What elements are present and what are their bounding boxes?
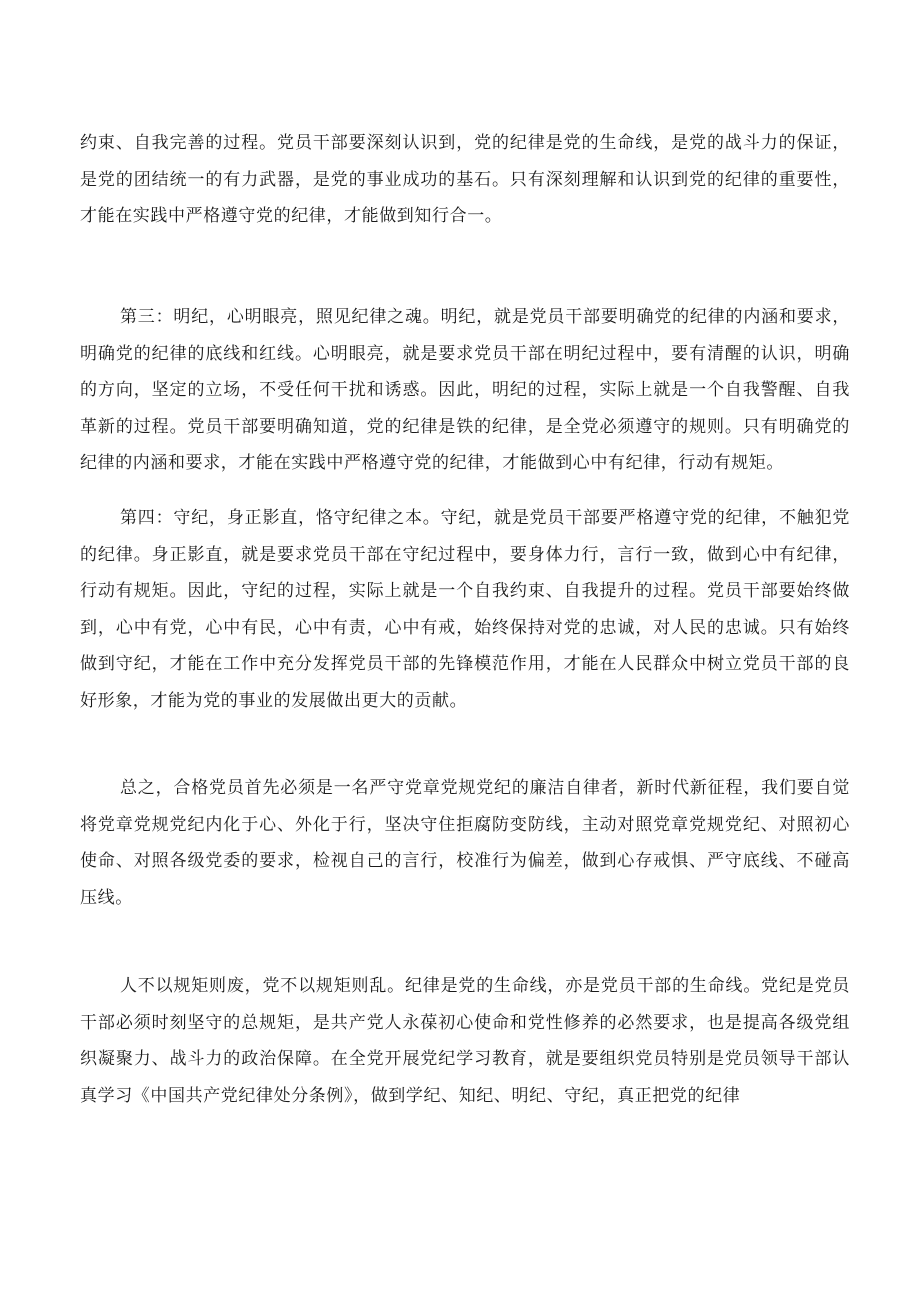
paragraph-third-point: 第三：明纪，心明眼亮，照见纪律之魂。明纪，就是党员干部要明确党的纪律的内涵和要求，明确党的纪律的底线和红线。心明眼亮，就是要求党员干部在明纪过程中，要有清醒的认识，明确的方向，坚定的立场，不受任何干扰和诱惑。因此，明纪的过程，实际上就是一个自我警醒、自我革新的过程。党员干部要明确知道，党的纪律是铁的纪律，是全党必须遵守的规则。只有明确党的纪律的内涵和要求，才能在实践中严格遵守党的纪律，才能做到心中有纪律，行动有规矩。 [80, 307, 850, 473]
paragraph-closing: 人不以规矩则废，党不以规矩则乱。纪律是党的生命线，亦是党员干部的生命线。党纪是党员干部必须时刻坚守的总规矩，是共产党人永葆初心使命和党性修养的必然要求，也是提高各级党组织凝聚力、战斗力的政治保障。在全党开展党纪学习教育，就是要组织党员特别是党员领导干部认真学习《中国共产党纪律处分条例》，做到学纪、知纪、明纪、守纪，真正把党的纪律 [80, 976, 850, 1106]
paragraph-summary: 总之，合格党员首先必须是一名严守党章党规党纪的廉洁自律者，新时代新征程，我们要自觉将党章党规党纪内化于心、外化于行，坚决守住拒腐防变防线，主动对照党章党规党纪、对照初心使命、对照各级党委的要求，检视自己的言行，校准行为偏差，做到心存戒惧、严守底线、不碰高压线。 [80, 778, 850, 908]
paragraph-continuation: 约束、自我完善的过程。党员干部要深刻认识到，党的纪律是党的生命线，是党的战斗力的保证，是党的团结统一的有力武器，是党的事业成功的基石。只有深刻理解和认识到党的纪律的重要性，才能在实践中严格遵守党的纪律，才能做到知行合一。 [80, 133, 850, 226]
paragraph-fourth-point: 第四：守纪，身正影直，恪守纪律之本。守纪，就是党员干部要严格遵守党的纪律，不触犯党的纪律。身正影直，就是要求党员干部在守纪过程中，要身体力行，言行一致，做到心中有纪律，行动有规矩。因此，守纪的过程，实际上就是一个自我约束、自我提升的过程。党员干部要始终做到，心中有党，心中有民，心中有责，心中有戒，始终保持对党的忠诚，对人民的忠诚。只有始终做到守纪，才能在工作中充分发挥党员干部的先锋模范作用，才能在人民群众中树立党员干部的良好形象，才能为党的事业的发展做出更大的贡献。 [80, 508, 850, 711]
